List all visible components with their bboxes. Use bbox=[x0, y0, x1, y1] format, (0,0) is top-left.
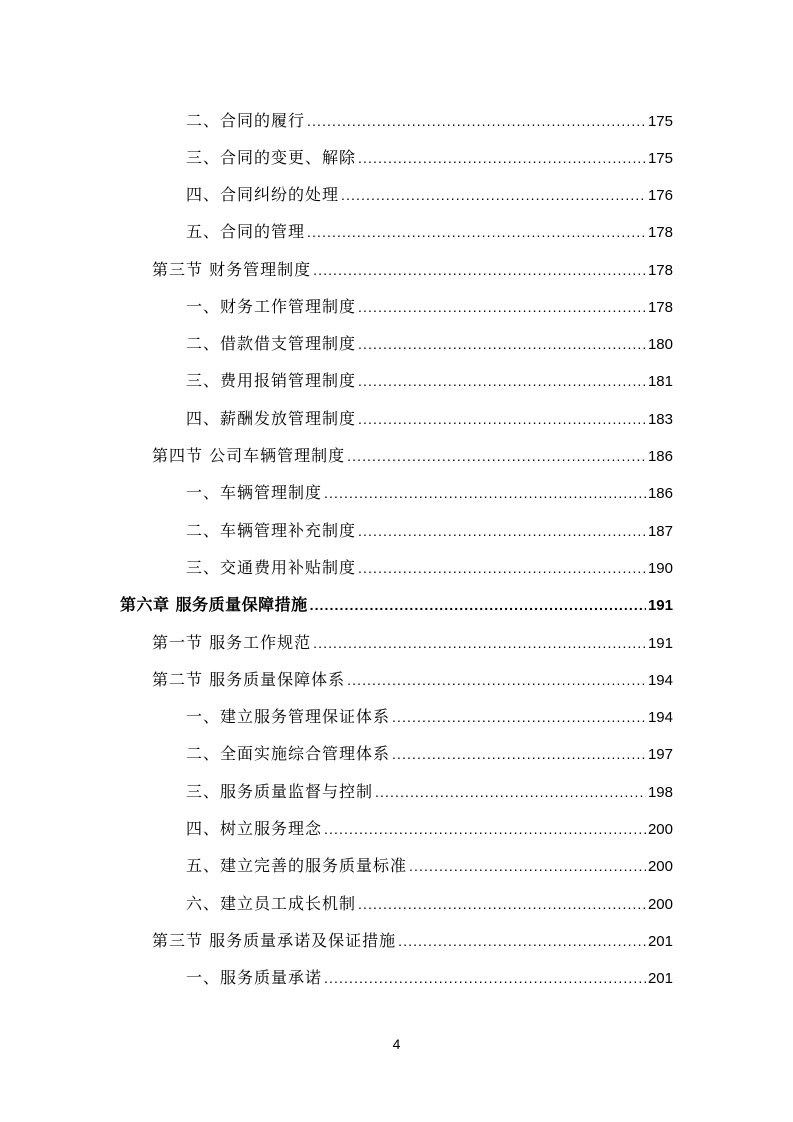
toc-entry[interactable] bbox=[186, 109, 673, 133]
toc-entry-page: 180 bbox=[647, 336, 673, 353]
toc-leader-dots bbox=[358, 556, 646, 580]
toc-entry-title: 五、合同的管理 bbox=[186, 222, 306, 241]
toc-leader-dots bbox=[358, 407, 646, 431]
toc-leader-dots bbox=[313, 631, 646, 655]
toc-entry-title: 五、建立完善的服务质量标准 bbox=[186, 856, 408, 875]
toc-entry[interactable] bbox=[186, 742, 673, 766]
toc-entry-page: 190 bbox=[647, 560, 673, 577]
toc-entry-page: 201 bbox=[647, 970, 673, 987]
toc-entry[interactable] bbox=[152, 929, 673, 953]
toc-entry-page: 187 bbox=[647, 523, 673, 540]
toc-leader-dots bbox=[341, 183, 646, 207]
toc-entry-title: 四、合同纠纷的处理 bbox=[186, 185, 340, 204]
toc-entry-page: 178 bbox=[647, 299, 673, 316]
toc-entry-title: 第三节 服务质量承诺及保证措施 bbox=[152, 931, 397, 950]
toc-entry[interactable] bbox=[186, 780, 673, 804]
toc-entry-title: 三、交通费用补贴制度 bbox=[186, 558, 357, 577]
page-number: 4 bbox=[392, 1036, 401, 1052]
toc-entry-title: 三、合同的变更、解除 bbox=[186, 148, 357, 167]
toc-entry[interactable] bbox=[186, 481, 673, 505]
toc-entry[interactable] bbox=[186, 407, 673, 431]
toc-entry[interactable] bbox=[186, 220, 673, 244]
toc-entry[interactable] bbox=[186, 966, 673, 990]
toc-entry-page: 175 bbox=[647, 113, 673, 130]
toc-entry-page: 175 bbox=[647, 150, 673, 167]
toc-chapter-entry[interactable] bbox=[120, 593, 673, 617]
toc-entry-title: 二、车辆管理补充制度 bbox=[186, 521, 357, 540]
toc-entry-page: 176 bbox=[647, 187, 673, 204]
toc-leader-dots bbox=[358, 519, 646, 543]
toc-entry-page: 197 bbox=[647, 746, 673, 763]
toc-entry-page: 200 bbox=[647, 821, 673, 838]
toc-entry-page: 178 bbox=[647, 224, 673, 241]
toc-entry-page: 181 bbox=[647, 373, 673, 390]
toc-entry[interactable] bbox=[186, 556, 673, 580]
toc-entry-title: 六、建立员工成长机制 bbox=[186, 894, 357, 913]
toc-leader-dots bbox=[358, 295, 646, 319]
toc-entry[interactable] bbox=[186, 519, 673, 543]
toc-leader-dots bbox=[324, 817, 646, 841]
toc-entry-page: 178 bbox=[647, 262, 673, 279]
toc-leader-dots bbox=[392, 705, 646, 729]
toc-leader-dots bbox=[358, 892, 646, 916]
toc-entry-title: 二、全面实施综合管理体系 bbox=[186, 744, 391, 763]
toc-leader-dots bbox=[347, 444, 646, 468]
toc-entry-title: 一、建立服务管理保证体系 bbox=[186, 707, 391, 726]
toc-entry[interactable] bbox=[152, 631, 673, 655]
toc-entry-title: 第四节 公司车辆管理制度 bbox=[152, 446, 346, 465]
toc-leader-dots bbox=[409, 854, 646, 878]
toc-entry-title: 四、树立服务理念 bbox=[186, 819, 323, 838]
toc-entry-title: 第三节 财务管理制度 bbox=[152, 260, 312, 279]
toc-entry-page: 198 bbox=[647, 784, 673, 801]
toc-entry[interactable] bbox=[186, 146, 673, 170]
toc-leader-dots bbox=[347, 668, 646, 692]
toc-leader-dots bbox=[358, 369, 646, 393]
toc-entry[interactable] bbox=[186, 332, 673, 356]
toc-leader-dots bbox=[310, 593, 646, 617]
toc-entry-title: 第六章 服务质量保障措施 bbox=[120, 595, 308, 614]
toc-entry-page: 191 bbox=[647, 597, 673, 614]
toc-entry[interactable] bbox=[186, 705, 673, 729]
toc-leader-dots bbox=[313, 258, 646, 282]
toc-leader-dots bbox=[392, 742, 646, 766]
toc-leader-dots bbox=[324, 481, 646, 505]
toc-entry-title: 四、薪酬发放管理制度 bbox=[186, 409, 357, 428]
toc-entry-page: 194 bbox=[647, 672, 673, 689]
toc-entry-page: 201 bbox=[647, 933, 673, 950]
toc-entry[interactable] bbox=[152, 258, 673, 282]
toc-entry-title: 二、借款借支管理制度 bbox=[186, 334, 357, 353]
toc-leader-dots bbox=[307, 109, 646, 133]
toc-entry[interactable] bbox=[152, 444, 673, 468]
toc-entry-title: 三、费用报销管理制度 bbox=[186, 371, 357, 390]
toc-entry-title: 第一节 服务工作规范 bbox=[152, 633, 312, 652]
toc-entry-title: 一、服务质量承诺 bbox=[186, 968, 323, 987]
toc-entry-page: 186 bbox=[647, 448, 673, 465]
toc-entry-title: 二、合同的履行 bbox=[186, 111, 306, 130]
toc-entry[interactable] bbox=[186, 892, 673, 916]
toc-leader-dots bbox=[307, 220, 646, 244]
toc-entry-page: 183 bbox=[647, 411, 673, 428]
toc-entry[interactable] bbox=[152, 668, 673, 692]
toc-entry-page: 194 bbox=[647, 709, 673, 726]
toc-entry-page: 200 bbox=[647, 896, 673, 913]
toc-entry-page: 200 bbox=[647, 858, 673, 875]
toc-leader-dots bbox=[358, 146, 646, 170]
toc-entry[interactable] bbox=[186, 854, 673, 878]
toc-entry-title: 一、车辆管理制度 bbox=[186, 483, 323, 502]
toc-entry[interactable] bbox=[186, 183, 673, 207]
toc-entry-title: 第二节 服务质量保障体系 bbox=[152, 670, 346, 689]
toc-entry-page: 186 bbox=[647, 485, 673, 502]
toc-leader-dots bbox=[324, 966, 646, 990]
toc-leader-dots bbox=[375, 780, 646, 804]
toc-entry-title: 三、服务质量监督与控制 bbox=[186, 782, 374, 801]
toc-leader-dots bbox=[398, 929, 646, 953]
toc-entry[interactable] bbox=[186, 369, 673, 393]
toc-entry-page: 191 bbox=[647, 635, 673, 652]
toc-leader-dots bbox=[358, 332, 646, 356]
toc-entry-title: 一、财务工作管理制度 bbox=[186, 297, 357, 316]
toc-entry[interactable] bbox=[186, 817, 673, 841]
toc-entry[interactable] bbox=[186, 295, 673, 319]
